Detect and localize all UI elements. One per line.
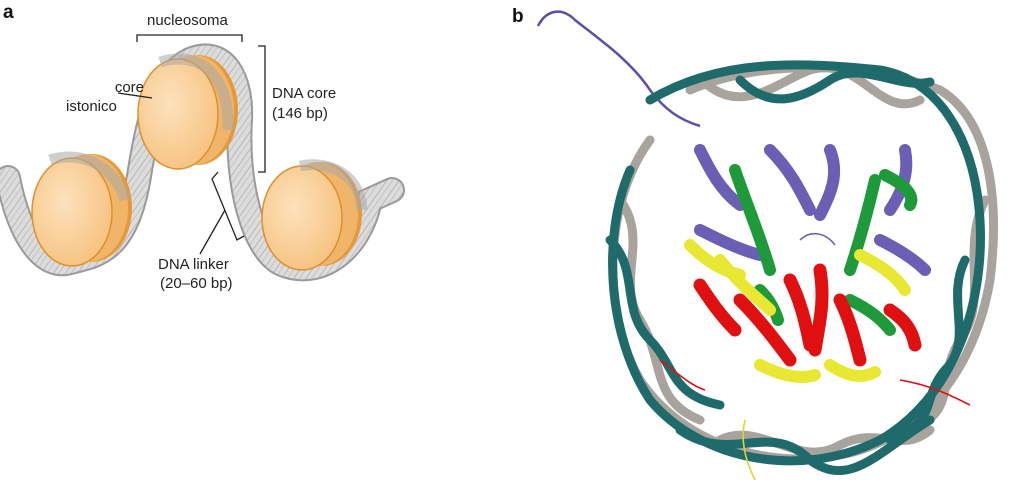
nucleosome-bracket [137, 35, 242, 42]
histone-loops [660, 234, 970, 480]
histone-core-right [262, 162, 362, 270]
dna-core-label-line1: DNA core [272, 85, 337, 102]
histone-core-label-line2: istonico [66, 98, 117, 115]
histone-helix-red [700, 270, 915, 360]
dna-core-label-line2: (146 bp) [272, 105, 328, 122]
nucleosome-schematic [0, 0, 510, 490]
histone-core-left [32, 154, 132, 266]
dna-strand-gray [613, 68, 994, 459]
histone-core-label-line1: core [114, 79, 144, 96]
dna-core-bracket [258, 46, 265, 172]
histone-core-top [138, 55, 238, 169]
dna-linker-pointer [200, 210, 225, 254]
histone-helix-purple [700, 150, 925, 270]
dna-linker-label-line2: (20–60 bp) [160, 275, 233, 292]
histone-helix-yellow [690, 245, 905, 377]
nucleosome-label: nucleosoma [147, 12, 228, 29]
dna-linker-label-line1: DNA linker [158, 256, 229, 273]
panel-a-letter: a [3, 2, 14, 23]
histone-tail [538, 12, 700, 126]
panel-b-letter: b [512, 6, 524, 27]
dna-strand-teal [610, 65, 980, 471]
histone-helix-green [735, 170, 911, 330]
